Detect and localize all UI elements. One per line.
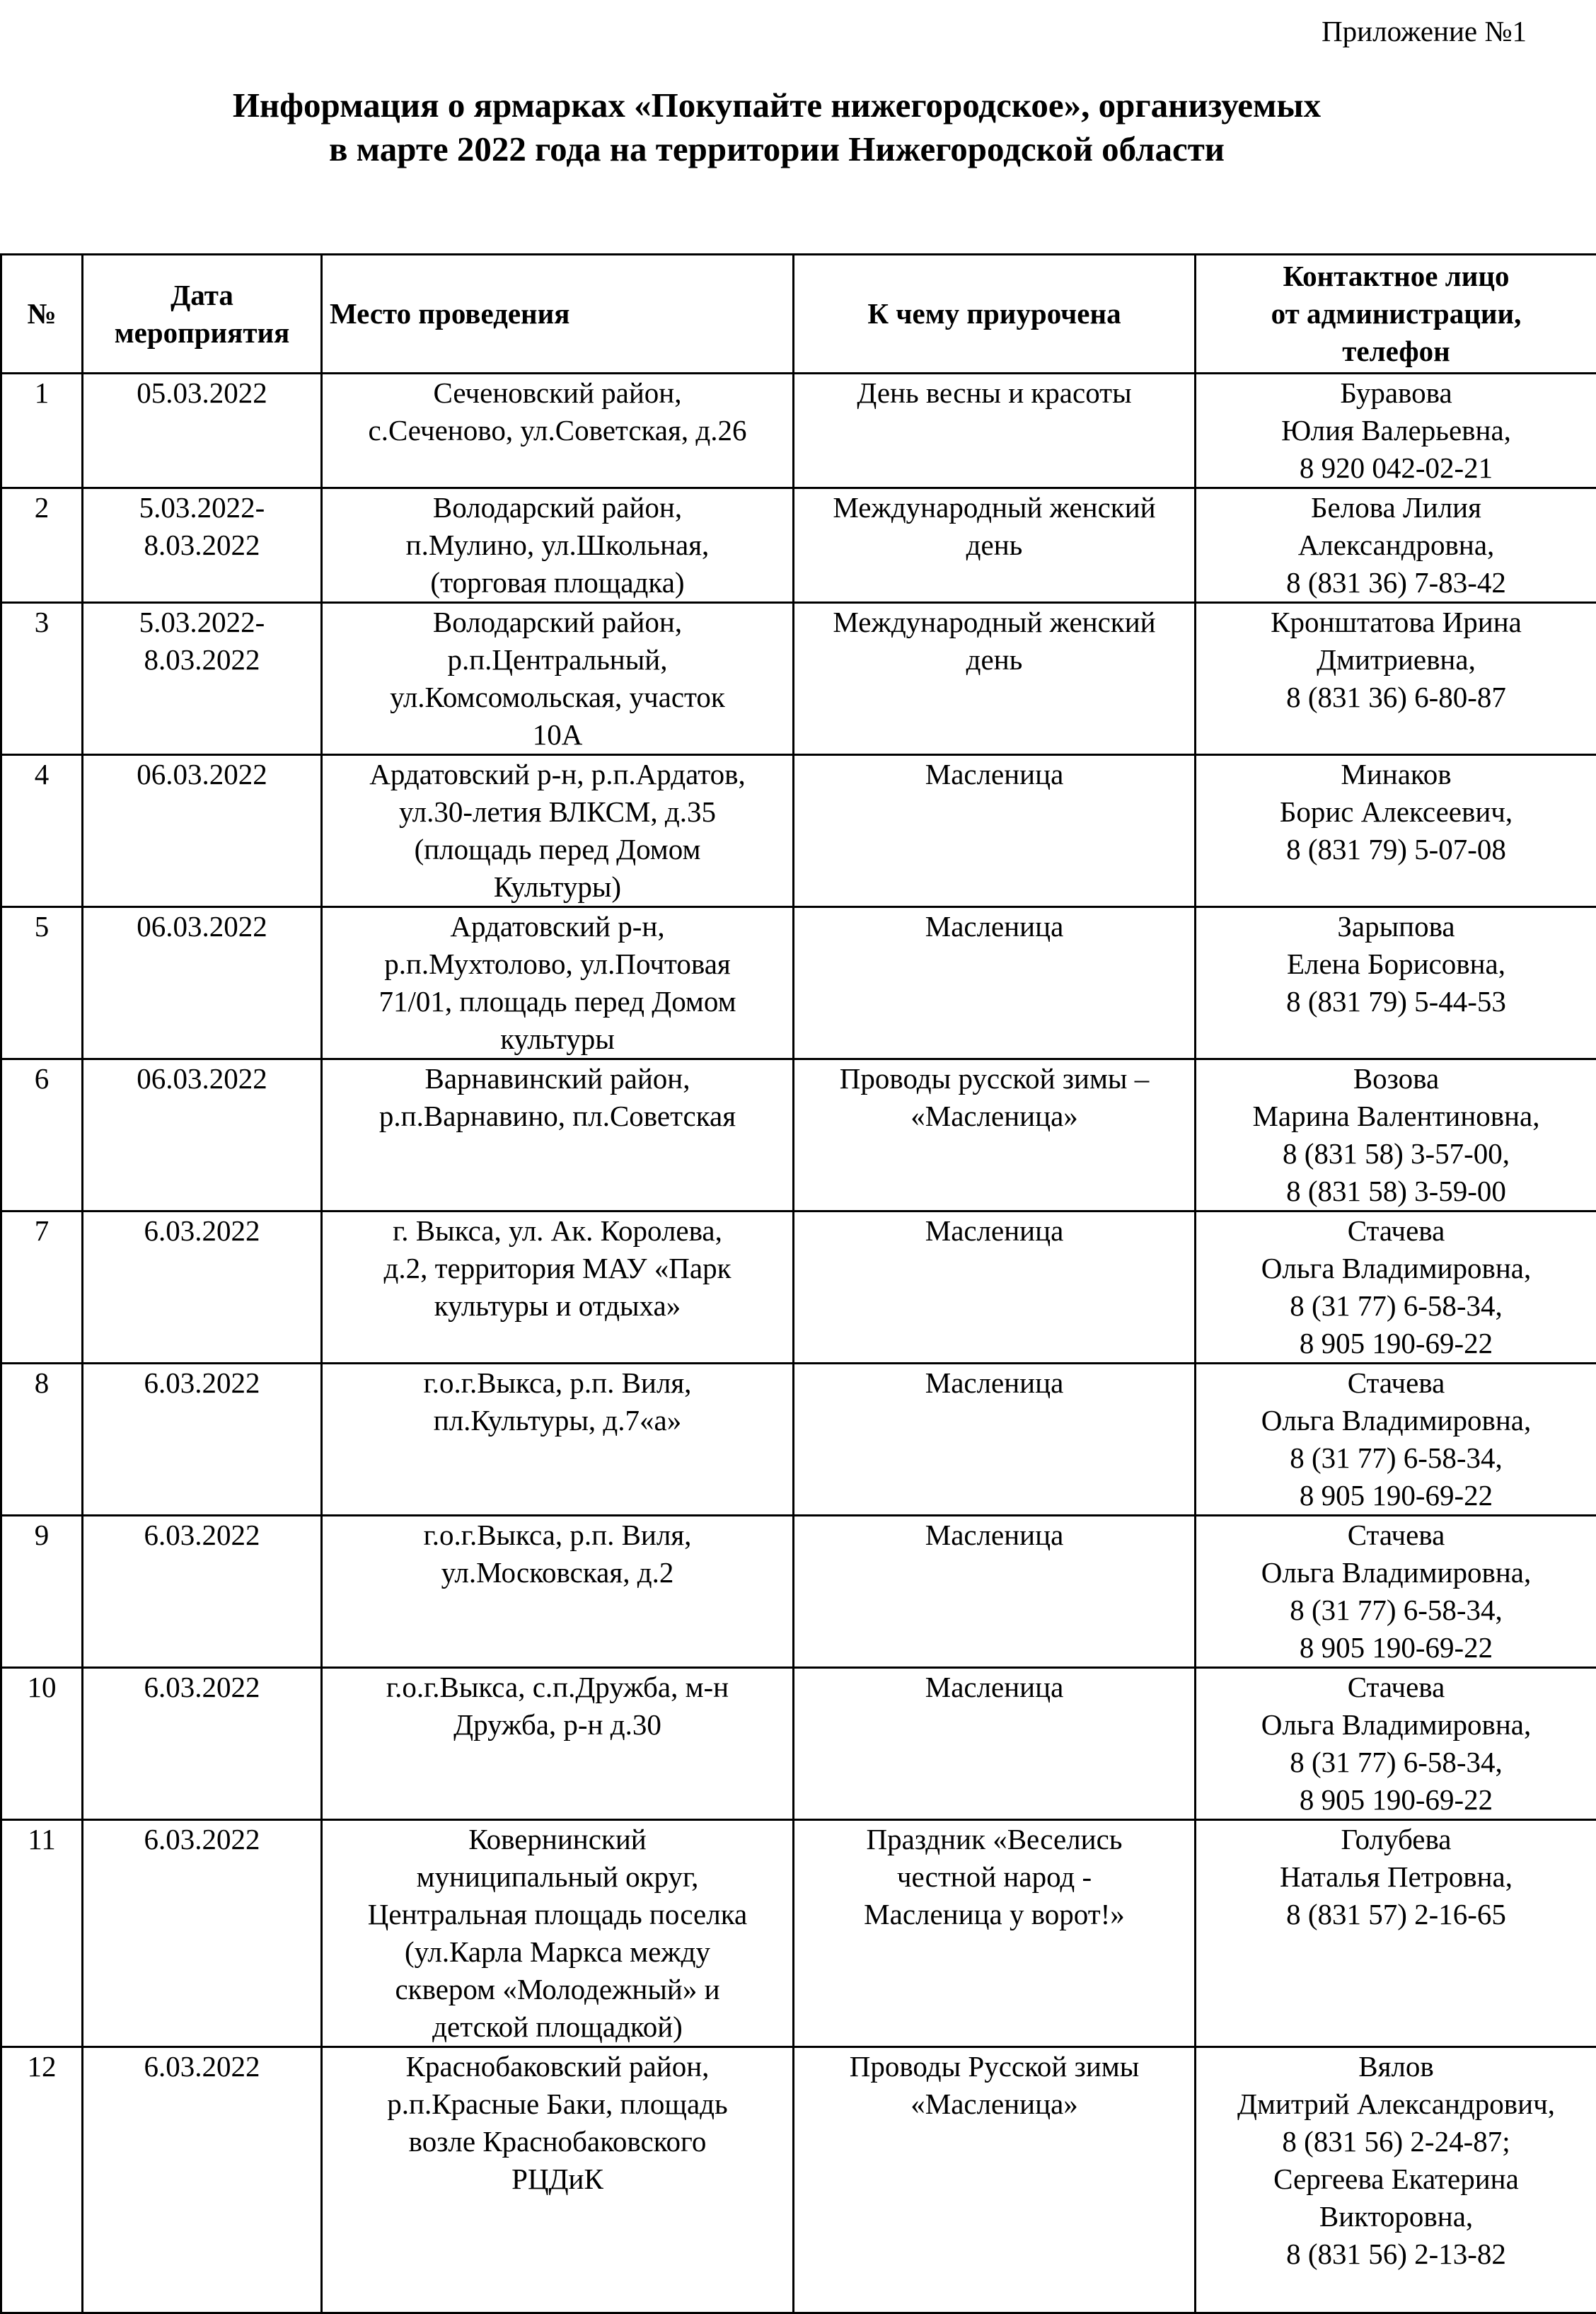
cell-occasion: Масленица [794,1364,1196,1516]
table-row [1,1059,1596,1211]
cell-contact: Буравова Юлия Валерьевна, 8 920 042-02-21 [1196,374,1596,488]
title-line-2: в марте 2022 года на территории Нижегородской области [0,127,1554,171]
cell-date: 6.03.2022 [83,2047,322,2313]
table-row [1,755,1596,907]
cell-num: 12 [1,2047,83,2313]
cell-place: г. Выкса, ул. Ак. Королева, д.2, территория МАУ «Парк культуры и отдыха» [322,1211,794,1364]
cell-place: г.о.г.Выкса, р.п. Виля, пл.Культуры, д.7«а» [322,1364,794,1516]
table-body [1,374,1596,2313]
cell-occasion: Масленица [794,907,1196,1059]
header-contact: Контактное лицо от администрации, телефон [1196,255,1596,374]
cell-date: 6.03.2022 [83,1211,322,1364]
cell-contact: Вялов Дмитрий Александрович, 8 (831 56) 2-24-87; Сергеева Екатерина Викторовна, 8 (831 56) 2-13-82 [1196,2047,1596,2313]
table-row [1,1364,1596,1516]
table-row [1,374,1596,488]
cell-contact: Стачева Ольга Владимировна, 8 (31 77) 6-58-34, 8 905 190-69-22 [1196,1211,1596,1364]
cell-num: 9 [1,1516,83,1668]
cell-num: 7 [1,1211,83,1364]
cell-date: 05.03.2022 [83,374,322,488]
cell-date: 06.03.2022 [83,907,322,1059]
cell-place: Володарский район, р.п.Центральный, ул.Комсомольская, участок 10А [322,603,794,755]
cell-occasion: Масленица [794,1211,1196,1364]
header-date: Дата мероприятия [83,255,322,374]
cell-occasion: Праздник «Веселись честной народ - Масленица у ворот!» [794,1820,1196,2047]
cell-date: 6.03.2022 [83,1668,322,1820]
table-row [1,2047,1596,2313]
cell-place: Ардатовский р-н, р.п.Ардатов, ул.30-летия ВЛКСМ, д.35 (площадь перед Домом Культуры) [322,755,794,907]
table-header-row [1,255,1596,374]
table-row [1,488,1596,603]
cell-occasion: Международный женский день [794,603,1196,755]
cell-date: 6.03.2022 [83,1516,322,1668]
cell-contact: Белова Лилия Александровна, 8 (831 36) 7-83-42 [1196,488,1596,603]
cell-num: 6 [1,1059,83,1211]
cell-date: 6.03.2022 [83,1820,322,2047]
header-place: Место проведения [322,255,794,374]
cell-occasion: Масленица [794,755,1196,907]
header-occasion: К чему приурочена [794,255,1196,374]
cell-contact: Возова Марина Валентиновна, 8 (831 58) 3-57-00, 8 (831 58) 3-59-00 [1196,1059,1596,1211]
cell-place: Варнавинский район, р.п.Варнавино, пл.Советская [322,1059,794,1211]
cell-contact: Минаков Борис Алексеевич, 8 (831 79) 5-07-08 [1196,755,1596,907]
cell-contact: Зарыпова Елена Борисовна, 8 (831 79) 5-44-53 [1196,907,1596,1059]
table-row [1,1820,1596,2047]
cell-contact: Стачева Ольга Владимировна, 8 (31 77) 6-58-34, 8 905 190-69-22 [1196,1668,1596,1820]
fairs-table [0,253,1596,2314]
cell-contact: Стачева Ольга Владимировна, 8 (31 77) 6-58-34, 8 905 190-69-22 [1196,1516,1596,1668]
cell-place: г.о.г.Выкса, р.п. Виля, ул.Московская, д.2 [322,1516,794,1668]
cell-place: Краснобаковский район, р.п.Красные Баки, площадь возле Краснобаковского РЦДиК [322,2047,794,2313]
table-row [1,603,1596,755]
header-num: № [1,255,83,374]
table-row [1,1211,1596,1364]
cell-date: 5.03.2022- 8.03.2022 [83,488,322,603]
appendix-label: Приложение №1 [1322,13,1527,50]
cell-occasion: Проводы русской зимы – «Масленица» [794,1059,1196,1211]
table-row [1,1668,1596,1820]
cell-num: 10 [1,1668,83,1820]
cell-occasion: Проводы Русской зимы «Масленица» [794,2047,1196,2313]
cell-num: 5 [1,907,83,1059]
table-row [1,907,1596,1059]
title-line-1: Информация о ярмарках «Покупайте нижегородское», организуемых [0,84,1554,127]
cell-occasion: Международный женский день [794,488,1196,603]
cell-occasion: Масленица [794,1516,1196,1668]
cell-contact: Голубева Наталья Петровна, 8 (831 57) 2-16-65 [1196,1820,1596,2047]
cell-num: 1 [1,374,83,488]
cell-place: Володарский район, п.Мулино, ул.Школьная, (торговая площадка) [322,488,794,603]
cell-num: 11 [1,1820,83,2047]
cell-place: Ковернинский муниципальный округ, Центральная площадь поселка (ул.Карла Маркса между сквером «Молодежный» и детской площадкой) [322,1820,794,2047]
cell-place: Ардатовский р-н, р.п.Мухтолово, ул.Почтовая 71/01, площадь перед Домом культуры [322,907,794,1059]
cell-occasion: День весны и красоты [794,374,1196,488]
cell-date: 06.03.2022 [83,1059,322,1211]
cell-num: 8 [1,1364,83,1516]
cell-place: Сеченовский район, с.Сеченово, ул.Советская, д.26 [322,374,794,488]
cell-contact: Кронштатова Ирина Дмитриевна, 8 (831 36) 6-80-87 [1196,603,1596,755]
cell-num: 2 [1,488,83,603]
cell-occasion: Масленица [794,1668,1196,1820]
cell-num: 4 [1,755,83,907]
cell-contact: Стачева Ольга Владимировна, 8 (31 77) 6-58-34, 8 905 190-69-22 [1196,1364,1596,1516]
cell-date: 5.03.2022- 8.03.2022 [83,603,322,755]
cell-place: г.о.г.Выкса, с.п.Дружба, м-н Дружба, р-н д.30 [322,1668,794,1820]
cell-date: 06.03.2022 [83,755,322,907]
cell-num: 3 [1,603,83,755]
cell-date: 6.03.2022 [83,1364,322,1516]
table-row [1,1516,1596,1668]
document-title [0,84,1554,171]
